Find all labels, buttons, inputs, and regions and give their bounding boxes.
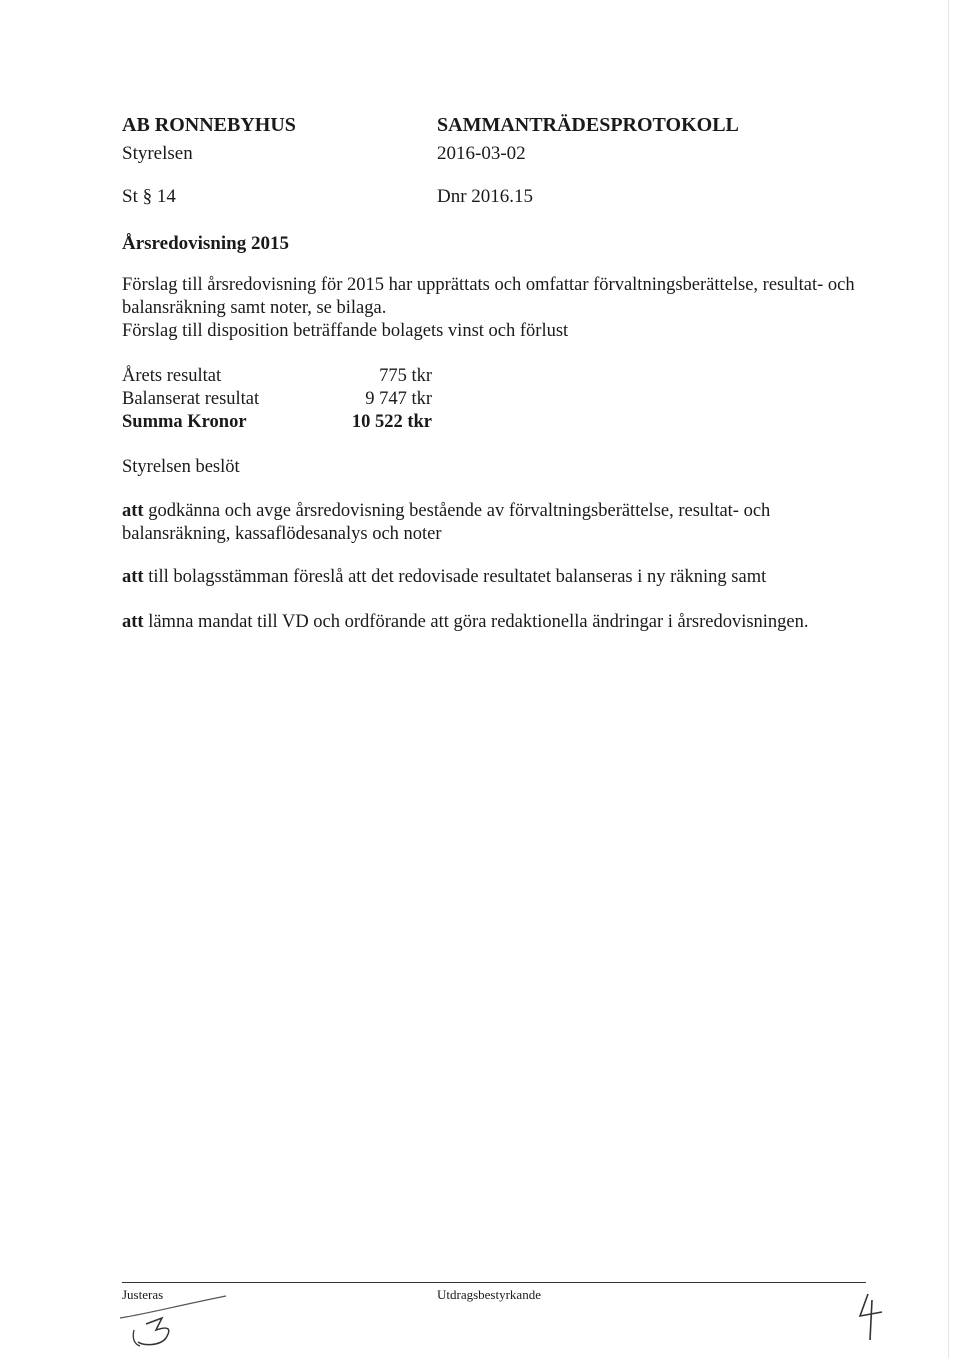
intro-line: balansräkning samt noter, se bilaga. [122,298,387,318]
board-name: Styrelsen [122,143,193,164]
result-value: 9 747 tkr [365,389,432,409]
decision-keyword: att [122,567,144,587]
initial-mark-image [850,1290,890,1344]
result-row [122,366,442,389]
diary-number: Dnr 2016.15 [437,186,534,207]
result-value: 775 tkr [379,366,432,386]
decision-text: till bolagsstämman föreslå att det redovisade resultatet balanseras i ny räkning samt [143,567,767,587]
result-label: Balanserat resultat [122,389,260,409]
intro-paragraph [122,274,855,343]
footer-divider [122,1282,866,1283]
signature-image [116,1288,236,1352]
result-total-label: Summa Kronor [122,412,247,432]
intro-line: Förslag till årsredovisning för 2015 har upprättats och omfattar förvaltningsberättelse, resultat- och [122,275,855,295]
result-row [122,389,442,412]
decision-text: godkänna och avge årsredovisning bestående av förvaltningsberättelse, resultat- och [143,501,771,521]
justeras-label: Justeras [122,1287,164,1302]
decision-keyword: att [122,501,144,521]
decision-item [122,566,766,589]
organization-name: AB RONNEBYHUS [122,114,296,136]
intro-line: Förslag till disposition beträffande bolagets vinst och förlust [122,321,569,341]
decision-keyword: att [122,612,144,632]
paragraph-reference: St § 14 [122,186,176,207]
utdrag-label: Utdragsbestyrkande [437,1287,541,1302]
document-type: SAMMANTRÄDESPROTOKOLL [437,114,739,136]
section-title: Årsredovisning 2015 [122,233,289,254]
decision-text: lämna mandat till VD och ordförande att göra redaktionella ändringar i årsredovisningen. [143,612,809,632]
decision-text: balansräkning, kassaflödesanalys och noter [122,524,442,544]
decision-intro: Styrelsen beslöt [122,457,240,477]
result-total-row [122,412,442,435]
scan-edge-line [948,0,949,1358]
result-total-value: 10 522 tkr [351,412,432,432]
result-label: Årets resultat [122,366,222,386]
decision-item [122,611,809,634]
meeting-date: 2016-03-02 [437,143,526,164]
decision-item [122,500,770,546]
